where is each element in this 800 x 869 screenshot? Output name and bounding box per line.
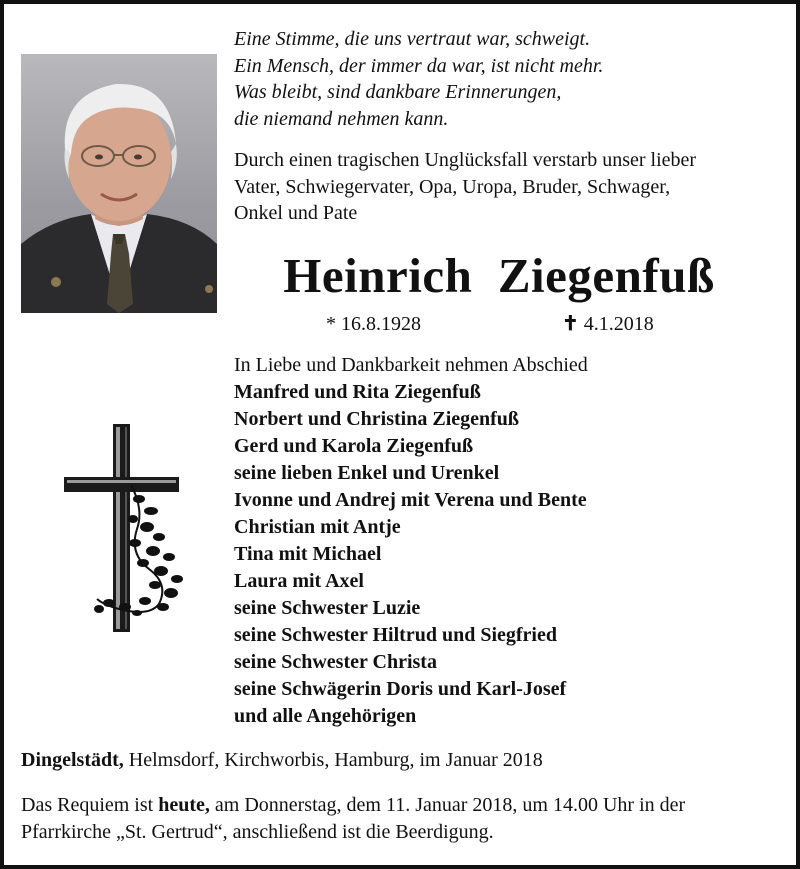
intro-line: Durch einen tragischen Unglücksfall verstarb unser lieber <box>234 149 697 171</box>
mourner-line: Gerd und Karola Ziegenfuß <box>234 435 474 457</box>
mourner-line: seine lieben Enkel und Urenkel <box>234 462 500 484</box>
place-town: Dingelstädt, <box>21 749 124 771</box>
requiem-line-2: Pfarrkirche „St. Gertrud“, anschließend ist die Beerdigung. <box>21 820 494 843</box>
mourner-line: Christian mit Antje <box>234 516 401 538</box>
requiem-info <box>21 792 685 845</box>
poem-line: Eine Stimme, die uns vertraut war, schweigt. <box>234 28 591 50</box>
place-and-date <box>21 747 543 774</box>
mourners-intro: In Liebe und Dankbarkeit nehmen Abschied <box>234 354 588 376</box>
requiem-text: am Donnerstag, dem 11. Januar 2018, um 14.00 Uhr in der <box>209 794 686 816</box>
mourner-line: seine Schwester Christa <box>234 651 437 673</box>
deceased-name: Heinrich Ziegenfuß <box>283 248 715 303</box>
cross-symbol: ✝ <box>562 313 579 335</box>
birth-date: * 16.8.1928 <box>326 313 421 335</box>
mourner-line: und alle Angehörigen <box>234 705 417 727</box>
death-announcement-text <box>234 147 696 227</box>
poem-line: die niemand nehmen kann. <box>234 107 449 130</box>
mourner-line: seine Schwägerin Doris und Karl-Josef <box>234 678 567 700</box>
requiem-text: Das Requiem ist <box>21 794 159 816</box>
requiem-line-1 <box>21 792 685 819</box>
intro-line: Onkel und Pate <box>234 202 358 224</box>
poem-line: Ein Mensch, der immer da war, ist nicht mehr. <box>234 54 604 77</box>
place-rest: Helmsdorf, Kirchworbis, Hamburg, im Januar 2018 <box>123 749 543 771</box>
death-date <box>562 312 654 336</box>
cross-with-vine-icon <box>59 419 194 634</box>
mourners-list <box>234 352 588 730</box>
mourner-line: Manfred und Rita Ziegenfuß <box>234 381 481 403</box>
mourner-line: Norbert und Christina Ziegenfuß <box>234 408 520 430</box>
mourner-line: Tina mit Michael <box>234 543 382 565</box>
requiem-today: heute, <box>158 794 210 816</box>
poem-line: Was bleibt, sind dankbare Erinnerungen, <box>234 81 562 103</box>
mourner-line: Ivonne und Andrej mit Verena und Bente <box>234 489 587 511</box>
mourner-line: seine Schwester Luzie <box>234 597 421 619</box>
intro-line: Vater, Schwiegervater, Opa, Uropa, Bruder, Schwager, <box>234 175 671 198</box>
poem <box>234 26 603 132</box>
death-date-value: 4.1.2018 <box>583 313 654 335</box>
mourner-line: Laura mit Axel <box>234 570 364 592</box>
portrait-photo <box>21 54 217 313</box>
mourner-line: seine Schwester Hiltrud und Siegfried <box>234 624 557 646</box>
